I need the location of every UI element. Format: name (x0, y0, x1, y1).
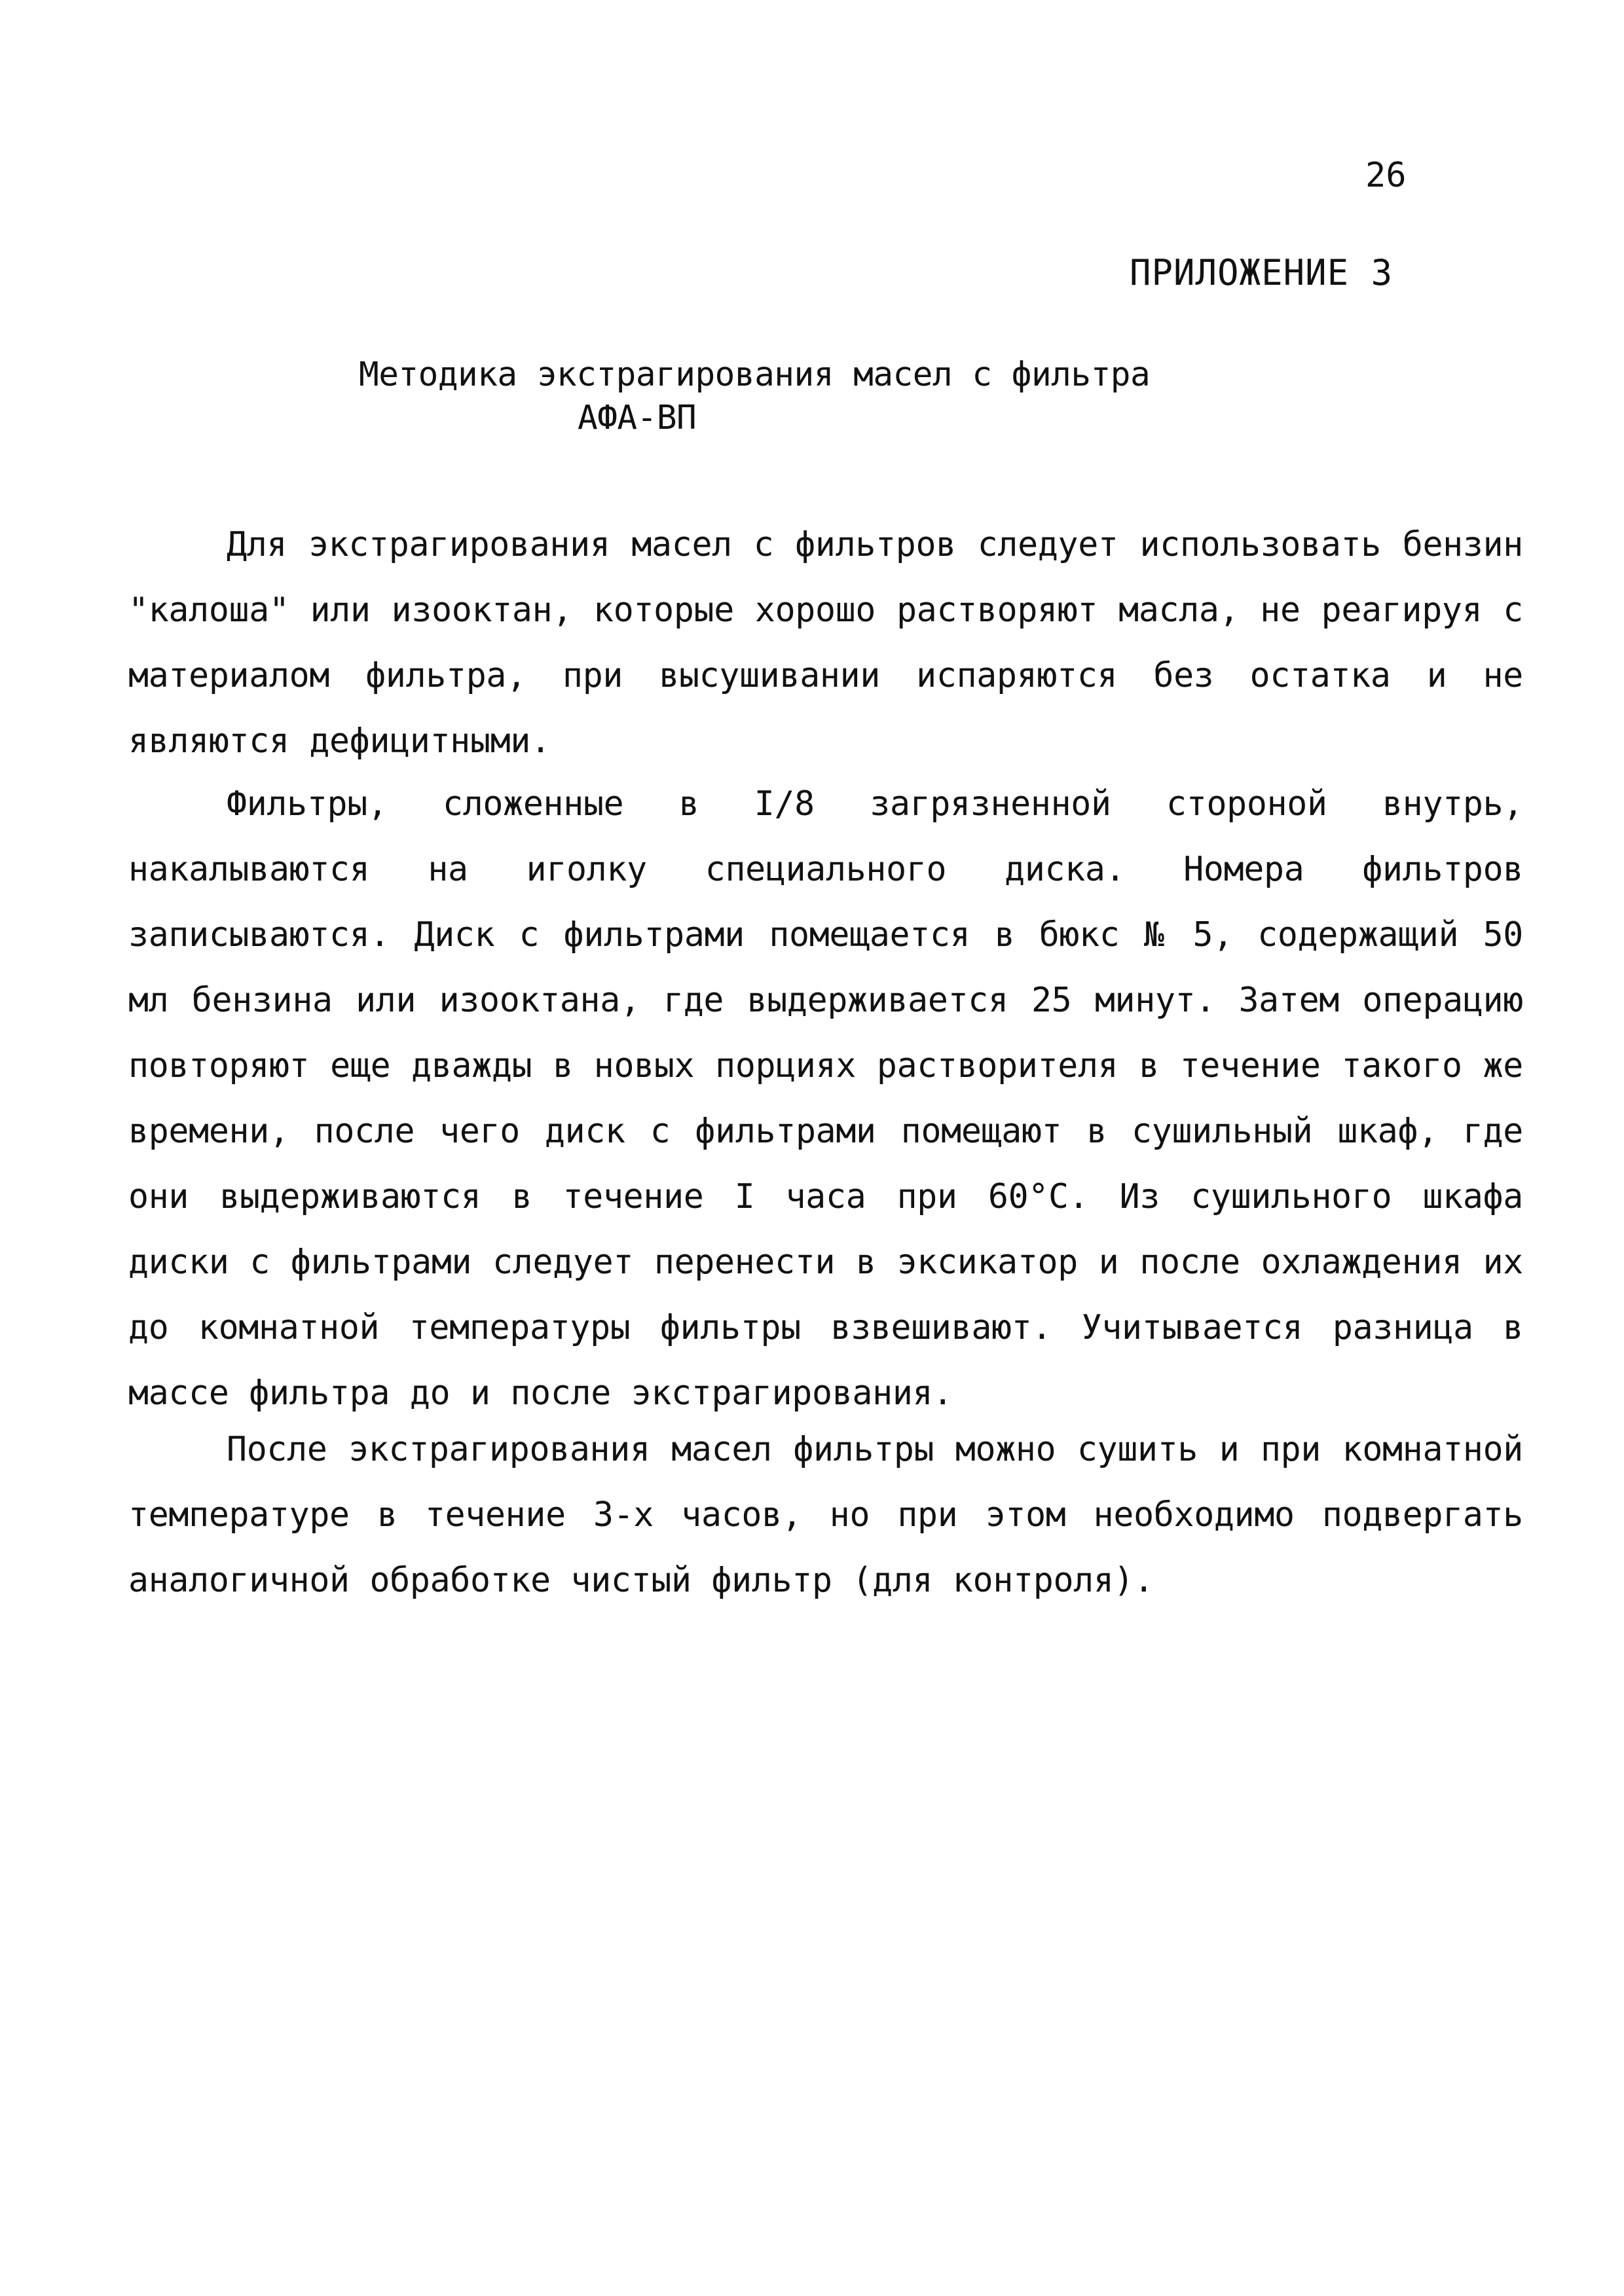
paragraph-procedure: Фильтры, сложенные в I/8 загрязненной стороной внутрь, накалываются на иголку специального диска. Номера фильтров записываются. Диск с фильтрами помещается в бюкс № 5, содержащий 50 мл бензина или изооктана, где выдерживается 25 минут. Затем операцию повторяют еще дважды в новых порциях растворителя в течение такого же времени, после чего диск с фильтрами помещают в сушильный шкаф, где они выдерживаются в течение I часа при 60°С. Из сушильного шкафа диски с фильтрами следует перенести в эксикатор и после охлаждения их до комнатной температуры фильтры взвешивают. Учитывается разница в массе фильтра до и после экстрагирования. (128, 784, 1523, 1413)
document-title (359, 354, 1249, 440)
title-line-1: Методика экстрагирования масел с фильтра (359, 355, 1151, 394)
appendix-label: ПРИЛОЖЕНИЕ 3 (1130, 252, 1393, 293)
title-line-2: АФА-ВП (578, 399, 697, 437)
page-number: 26 (1365, 156, 1407, 195)
paragraph-room-temperature-drying: После экстрагирования масел фильтры можно сушить и при комнатной температуре в течение 3-х часов, но при этом необходимо подвергать аналогичной обработке чистый фильтр (для контроля). (128, 1430, 1523, 1600)
paragraph-solvents: Для экстрагирования масел с фильтров следует использовать бензин "калоша" или изооктан, которые хорошо растворяют масла, не реагируя с материалом фильтра, при высушивании испаряются без остатка и не являются дефицитными. (128, 525, 1523, 761)
